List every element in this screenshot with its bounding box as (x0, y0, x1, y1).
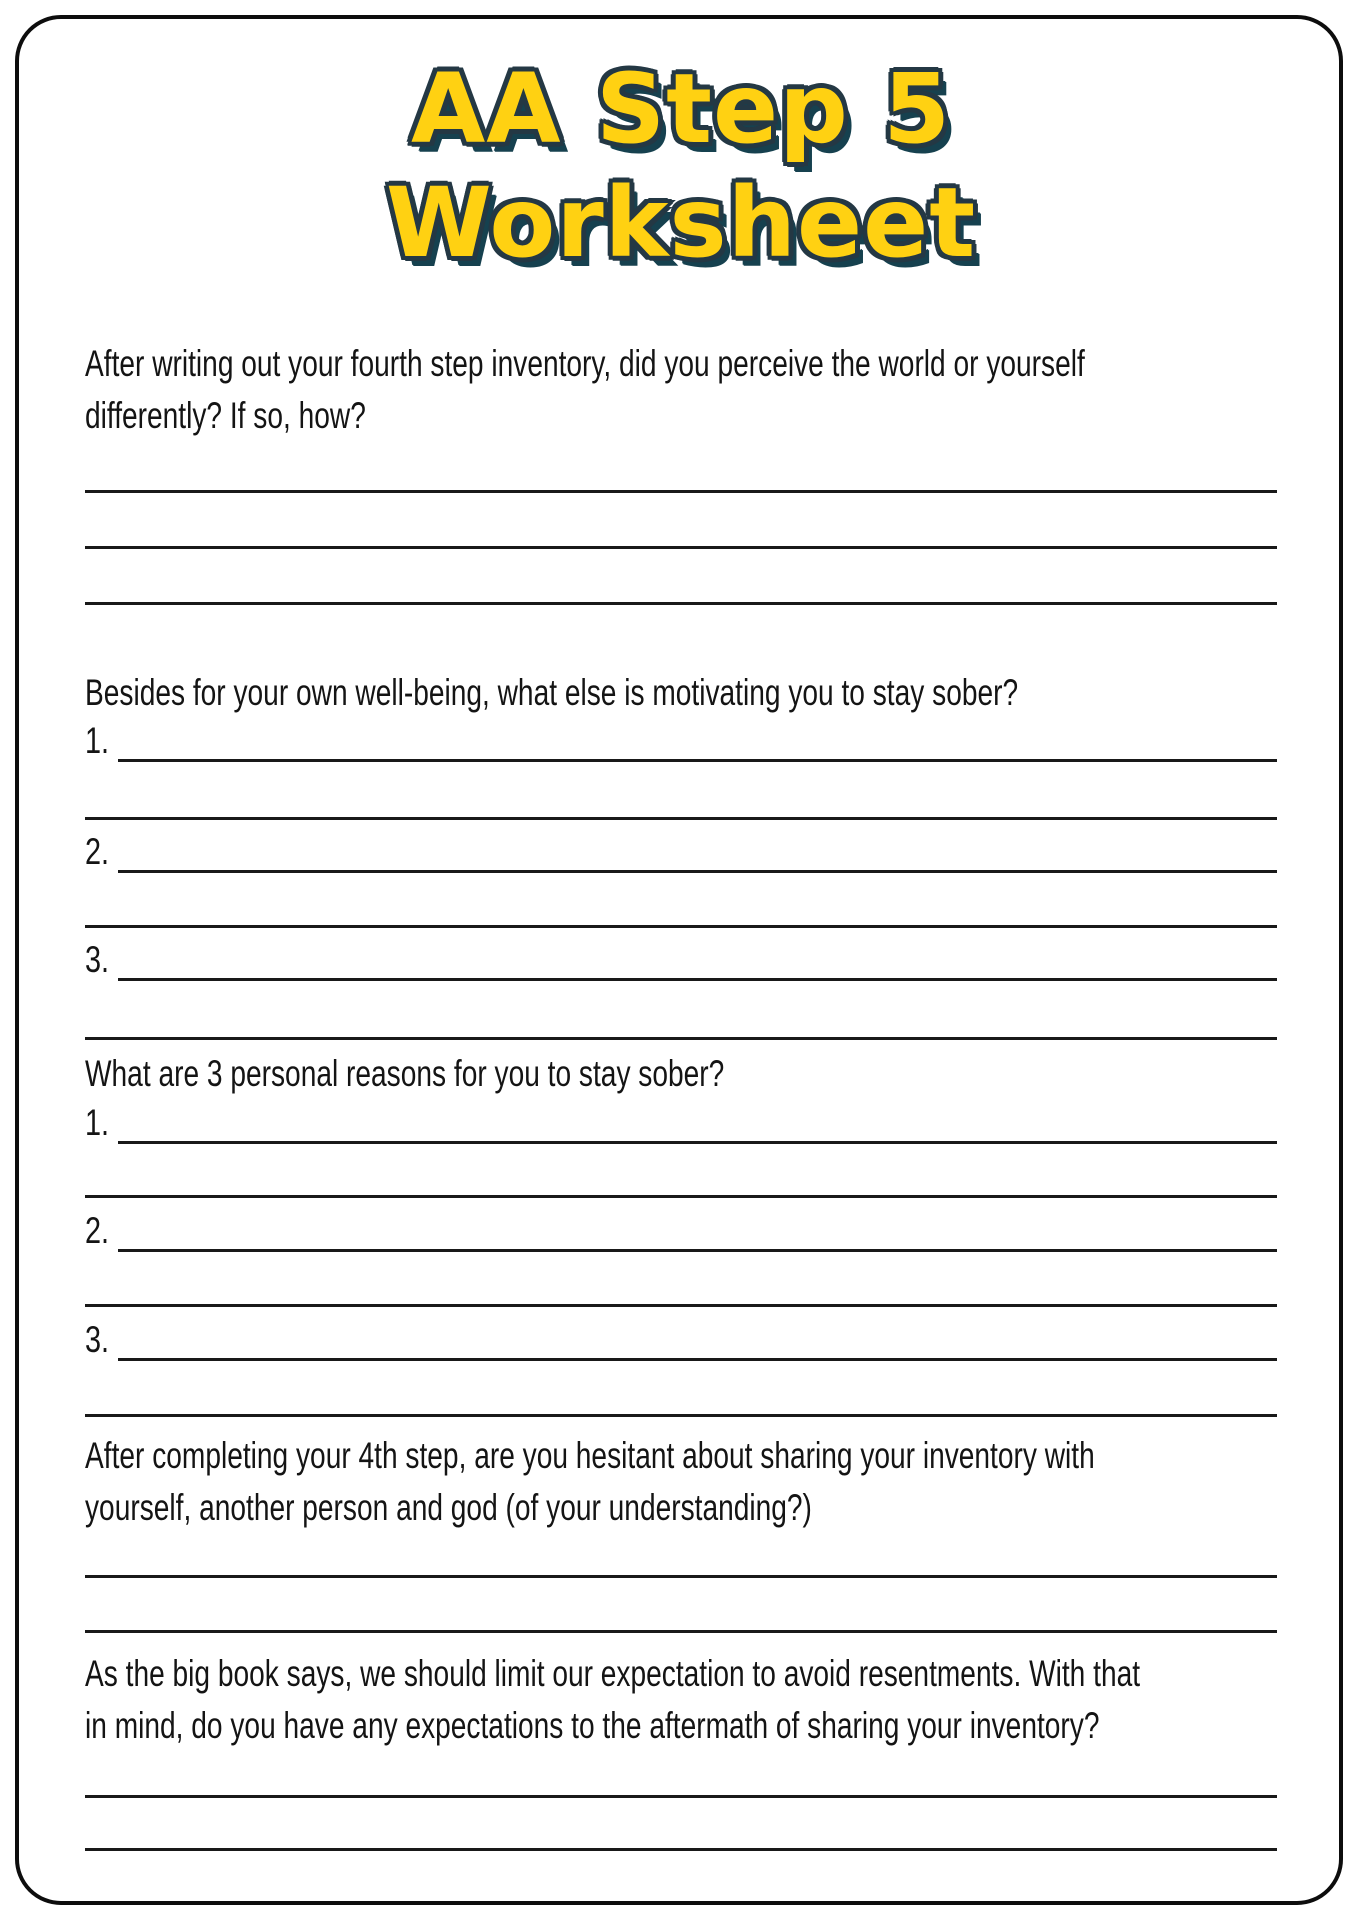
item-answer-line (118, 1249, 1277, 1252)
numbered-item-row (85, 1100, 1277, 1144)
question-prompt-line: What are 3 personal reasons for you to stay sober? (85, 1053, 725, 1094)
numbered-item-row (85, 928, 1277, 981)
item-number-label: 3. (85, 1319, 110, 1360)
answer-line (85, 1252, 1277, 1307)
item-answer-line (118, 759, 1277, 762)
item-number-label: 2. (85, 1210, 110, 1251)
item-answer-line (118, 1141, 1277, 1144)
answer-line (85, 1534, 1277, 1578)
question-1-prompt (85, 338, 1277, 442)
question-prompt-line: As the big book says, we should limit our expectation to avoid resentments. With that (85, 1653, 1141, 1694)
question-prompt-line: differently? If so, how? (85, 395, 366, 436)
answer-line (85, 1144, 1277, 1198)
item-answer-line (118, 978, 1277, 981)
answer-line (85, 981, 1277, 1040)
numbered-item-row (85, 1307, 1277, 1361)
question-2-prompt (85, 667, 1277, 719)
item-number-label: 2. (85, 831, 110, 872)
answer-line (85, 1578, 1277, 1633)
item-number-label: 1. (85, 720, 110, 761)
item-number-label: 1. (85, 1102, 110, 1143)
question-prompt-line: in mind, do you have any expectations to the aftermath of sharing your inventory? (85, 1705, 1100, 1746)
answer-line (85, 762, 1277, 820)
answer-line (85, 1798, 1277, 1851)
answer-line (85, 549, 1277, 605)
question-prompt-line: Besides for your own well-being, what else is motivating you to stay sober? (85, 672, 1019, 713)
worksheet-content (85, 0, 1277, 1851)
question-prompt-line: yourself, another person and god (of your understanding?) (85, 1487, 812, 1528)
answer-line (85, 1752, 1277, 1798)
answer-line (85, 1361, 1277, 1417)
question-prompt-line: After writing out your fourth step inventory, did you perceive the world or yourself (85, 343, 1085, 384)
question-3-prompt (85, 1048, 1277, 1100)
item-answer-line (118, 1358, 1277, 1361)
answer-line (85, 493, 1277, 549)
title-line-2: Worksheet (385, 167, 977, 279)
numbered-item-row (85, 820, 1277, 873)
answer-line (85, 873, 1277, 928)
item-answer-line (118, 870, 1277, 873)
title-line-1: AA Step 5 (410, 53, 952, 165)
numbered-item-row (85, 719, 1277, 762)
numbered-item-row (85, 1198, 1277, 1252)
question-4-prompt (85, 1430, 1277, 1534)
question-prompt-line: After completing your 4th step, are you hesitant about sharing your inventory with (85, 1435, 1095, 1476)
item-number-label: 3. (85, 939, 110, 980)
worksheet-title (85, 52, 1277, 280)
answer-line (85, 442, 1277, 493)
question-5-prompt (85, 1648, 1277, 1752)
